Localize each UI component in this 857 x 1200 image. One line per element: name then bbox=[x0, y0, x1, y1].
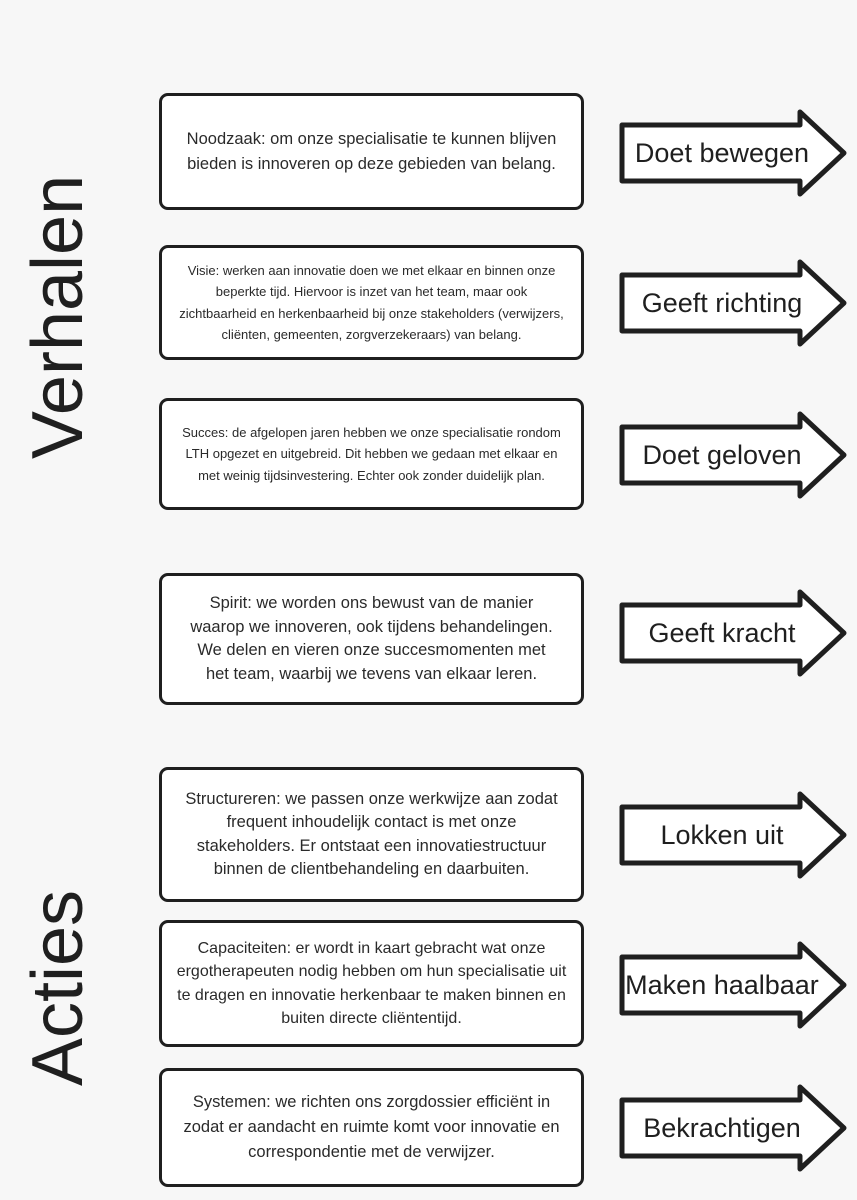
story-box-visie bbox=[159, 245, 584, 360]
story-box-text: Systemen: we richten ons zorgdossier efficiënt in zodat er aandacht en ruimte komt voor innovatie en correspondentie met de verwijzer. bbox=[183, 1093, 560, 1161]
story-box-succes bbox=[159, 398, 584, 510]
arrow-geeft-richting bbox=[619, 259, 847, 347]
arrow-geeft-kracht bbox=[619, 589, 847, 677]
story-box-text: Visie: werken aan innovatie doen we met elkaar en binnen onze beperkte tijd. Hiervoor is inzet van het team, maar ook zichtbaarheid en herkenbaarheid bij onze stakeholders (verwijzers, cliënten, gemeenten, zorgverzekeraars) van belang. bbox=[179, 262, 564, 342]
action-box-systemen bbox=[159, 1068, 584, 1187]
story-box-text: Structureren: we passen onze werkwijze aan zodat frequent inhoudelijk contact is met onze stakeholders. Er ontstaat een innovatiestructuur binnen de clientbehandeling en daarbuiten. bbox=[185, 789, 558, 878]
arrow-label: Geeft richting bbox=[641, 287, 803, 318]
story-box-noodzaak bbox=[159, 93, 584, 210]
arrow-label: Bekrachtigen bbox=[643, 1112, 801, 1143]
arrow-label: Doet bewegen bbox=[634, 137, 810, 168]
story-box-text: Noodzaak: om onze specialisatie te kunnen blijven bieden is innoveren op deze gebieden van belang. bbox=[186, 129, 557, 173]
section-label-verhalen: Verhalen bbox=[18, 174, 98, 460]
story-box-text: Capaciteiten: er wordt in kaart gebracht wat onze ergotherapeuten nodig hebben om hun specialisatie uit te dragen en innovatie herkenbaar te maken binnen en buiten directe cliëntentijd. bbox=[176, 939, 567, 1027]
arrow-label: Doet geloven bbox=[642, 439, 802, 470]
story-box-text: Spirit: we worden ons bewust van de manier waarop we innoveren, ook tijdens behandelingen. We delen en vieren onze succesmomenten met het team, waarbij we tevens van elkaar leren. bbox=[190, 594, 553, 683]
arrow-label: Geeft kracht bbox=[648, 617, 796, 648]
story-box-text: Succes: de afgelopen jaren hebben we onze specialisatie rondom LTH opgezet en uitgebreid. Dit hebben we gedaan met elkaar en met weinig tijdsinvestering. Echter ook zonder duidelijk plan. bbox=[182, 424, 561, 483]
arrow-lokken-uit bbox=[619, 791, 847, 879]
arrow-label: Maken haalbaar bbox=[625, 969, 819, 1000]
arrow-label: Lokken uit bbox=[660, 819, 784, 850]
arrow-bekrachtigen bbox=[619, 1084, 847, 1172]
arrow-doet-bewegen bbox=[619, 109, 847, 197]
action-box-structureren bbox=[159, 767, 584, 902]
story-box-spirit bbox=[159, 573, 584, 705]
action-box-capaciteiten bbox=[159, 920, 584, 1047]
arrow-doet-geloven bbox=[619, 411, 847, 499]
section-label-acties: Acties bbox=[18, 889, 98, 1087]
arrow-maken-haalbaar bbox=[619, 941, 847, 1029]
